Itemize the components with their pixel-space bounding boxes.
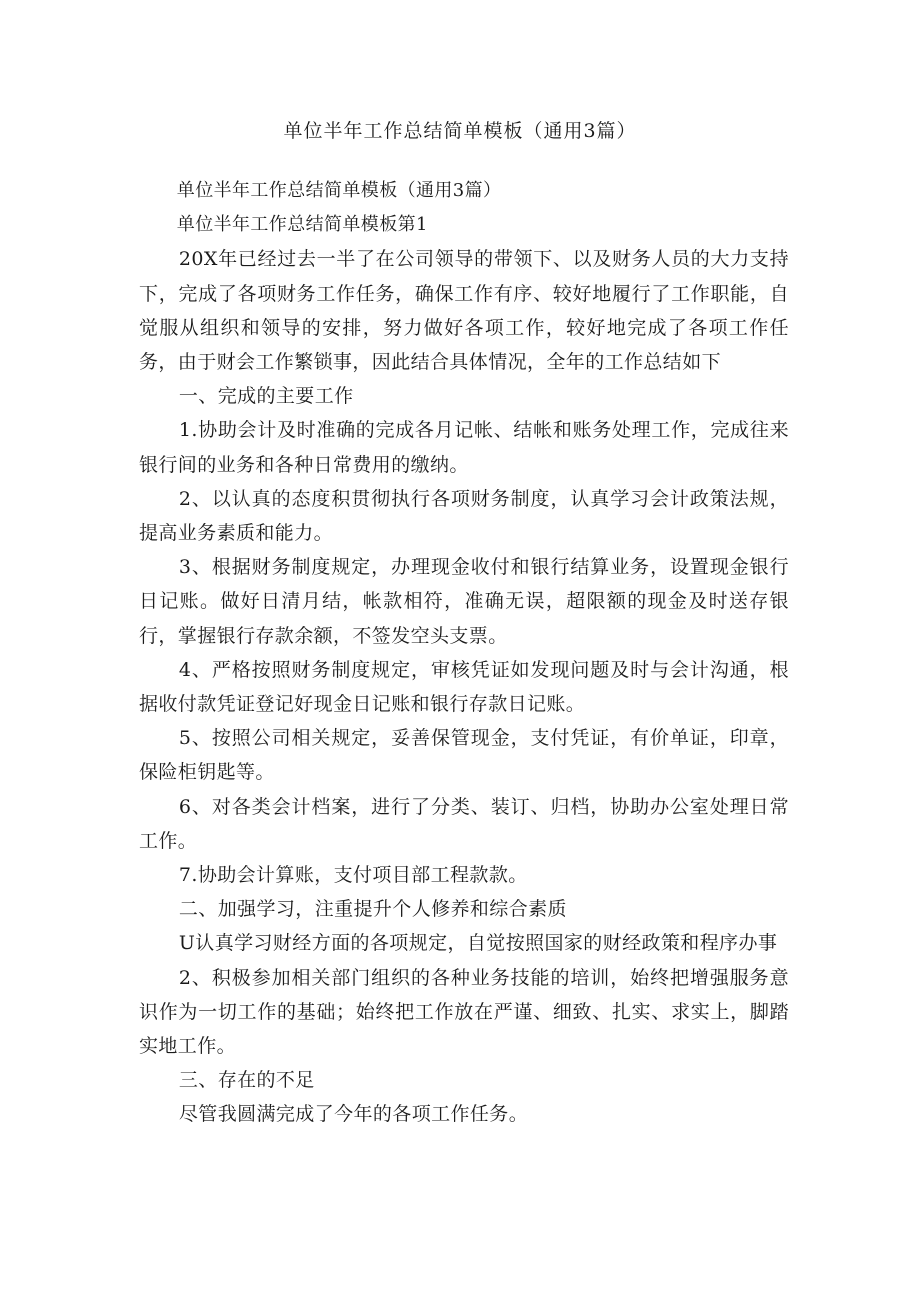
paragraph-section-title: 单位半年工作总结简单模板第1 [176,214,428,236]
paragraph-study-1: U认真学习财经方面的各项规定，自觉按照国家的财经政策和程序办事 [178,932,778,955]
paragraph-heading-study: 二、加强学习，注重提升个人修养和综合素质 [178,898,567,921]
paragraph-heading-main-work: 一、完成的主要工作 [178,385,354,408]
paragraph-shortcomings: 尽管我圆满完成了今年的各项工作任务。 [178,1103,529,1126]
paragraph-item-7: 7.协助会计算账，支付项目部工程款款。 [178,864,528,887]
paragraph-intro: 20X年已经过去一半了在公司领导的带领下、以及财务人员的大力支持下，完成了各项财务工作任务，确保工作有序、较好地履行了工作职能，自觉服从组织和领导的安排，努力做好各项工作，较好地完成了各项工作任务，由于财会工作繁锁事，因此结合具体情况，全年的工作总结如下 [139,248,789,374]
paragraph-item-4: 4、严格按照财务制度规定，审核凭证如发现问题及时与会计沟通，根据收付款凭证登记好现金日记账和银行存款日记账。 [139,658,789,716]
paragraph-heading-shortcomings: 三、存在的不足 [178,1069,315,1092]
document-title: 单位半年工作总结简单模板（通用3篇） [283,120,637,142]
paragraph-item-1: 1.协助会计及时准确的完成各月记帐、结帐和账务处理工作，完成往来银行间的业务和各种日常费用的缴纳。 [139,419,789,476]
paragraph-item-2: 2、以认真的态度积贯彻执行各项财务制度，认真学习会计政策法规，提高业务素质和能力。 [139,487,789,545]
paragraph-subtitle: 单位半年工作总结简单模板（通用3篇） [176,180,502,201]
paragraph-item-3: 3、根据财务制度规定，办理现金收付和银行结算业务，设置现金银行日记账。做好日清月结，帐款相符，准确无误，超限额的现金及时送存银行，掌握银行存款余额，不签发空头支票。 [139,556,789,647]
paragraph-item-5: 5、按照公司相关规定，妥善保管现金，支付凭证，有价单证，印章，保险柜钥匙等。 [139,727,789,784]
document-body [139,174,789,1132]
paragraph-study-2: 2、积极参加相关部门组织的各种业务技能的培训，始终把增强服务意识作为一切工作的基础；始终把工作放在严谨、细致、扎实、求实上，脚踏实地工作。 [139,966,789,1058]
paragraph-item-6: 6、对各类会计档案，进行了分类、装订、归档，协助办公室处理日常工作。 [139,795,789,852]
